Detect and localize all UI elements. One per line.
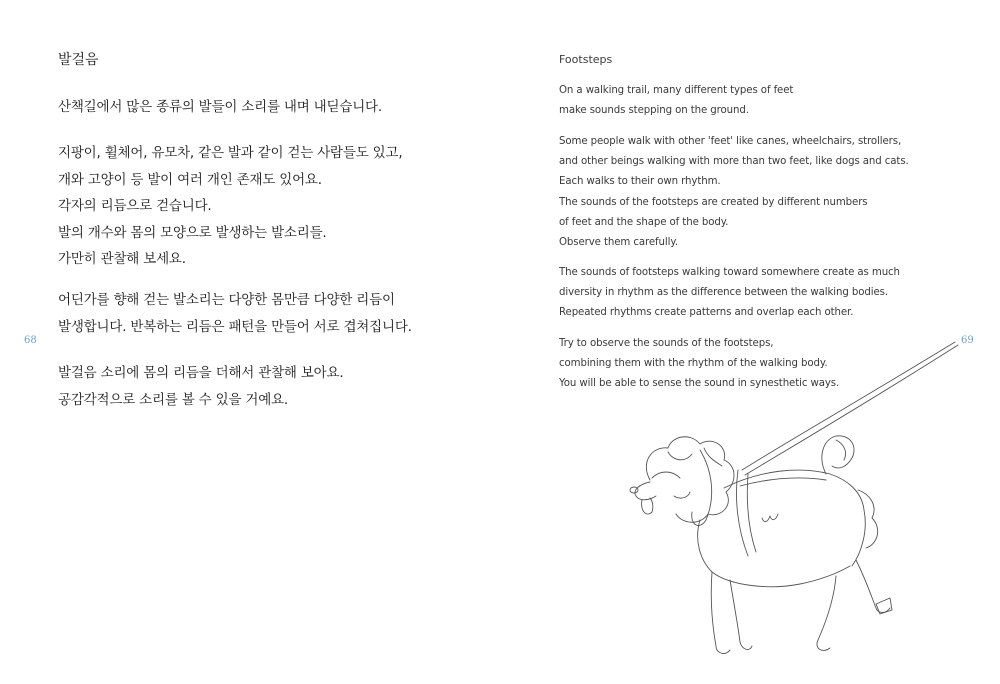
right-page [500, 0, 1000, 684]
korean-title: 발걸음 [58, 52, 99, 68]
english-paragraph-1 [559, 81, 793, 121]
korean-line: 가만히 관찰해 보세요. [58, 251, 186, 267]
english-line: combining them with the rhythm of the walking body. [559, 358, 828, 370]
english-paragraph-2 [559, 132, 909, 253]
english-line: and other beings walking with more than two feet, like dogs and cats. [559, 156, 909, 168]
english-line: Some people walk with other 'feet' like canes, wheelchairs, strollers, [559, 136, 902, 147]
english-paragraph-3 [559, 263, 900, 324]
page-number-left: 68 [24, 335, 37, 346]
korean-line: 공감각적으로 소리를 볼 수 있을 거예요. [58, 391, 289, 408]
korean-paragraph-2 [58, 140, 402, 273]
english-line: You will be able to sense the sound in synesthetic ways. [559, 378, 840, 390]
korean-line: 어딘가를 향해 걷는 발소리는 다양한 몸만큼 다양한 리듬이 [58, 292, 395, 308]
english-title: Footsteps [559, 53, 613, 66]
korean-line: 발의 개수와 몸의 모양으로 발생하는 발소리들. [58, 224, 327, 241]
english-line: make sounds stepping on the ground. [559, 105, 749, 117]
english-line: Observe them carefully. [559, 237, 678, 249]
korean-paragraph-4 [58, 360, 343, 413]
korean-line: 각자의 리듬으로 걷습니다. [58, 198, 212, 214]
korean-line: 발걸음 소리에 몸의 리듬을 더해서 관찰해 보아요. [58, 365, 344, 381]
english-line: On a walking trail, many different types of feet [559, 85, 794, 96]
page-number-right: 69 [961, 335, 974, 346]
korean-line: 지팡이, 휠체어, 유모차, 같은 발과 같이 걷는 사람들도 있고, [58, 145, 403, 161]
english-line: Try to observe the sounds of the footsteps, [559, 338, 774, 349]
english-line: diversity in rhythm as the difference between the walking bodies. [559, 287, 888, 299]
english-line: The sounds of the footsteps are created by different numbers [559, 196, 868, 208]
korean-line: 산책길에서 많은 종류의 발들이 소리를 내며 내딛습니다. [58, 99, 382, 115]
korean-paragraph-1 [58, 94, 382, 121]
korean-line: 개와 고양이 등 발이 여러 개인 존재도 있어요. [58, 171, 322, 188]
english-line: Repeated rhythms create patterns and overlap each other. [559, 307, 854, 319]
korean-paragraph-3 [58, 287, 412, 340]
english-line: Each walks to their own rhythm. [559, 176, 721, 188]
english-paragraph-4 [559, 334, 839, 395]
english-line: of feet and the shape of the body. [559, 216, 729, 228]
korean-line: 발생합니다. 반복하는 리듬은 패턴을 만들어 서로 겹쳐집니다. [58, 318, 412, 335]
english-line: The sounds of footsteps walking toward somewhere create as much [559, 267, 900, 278]
